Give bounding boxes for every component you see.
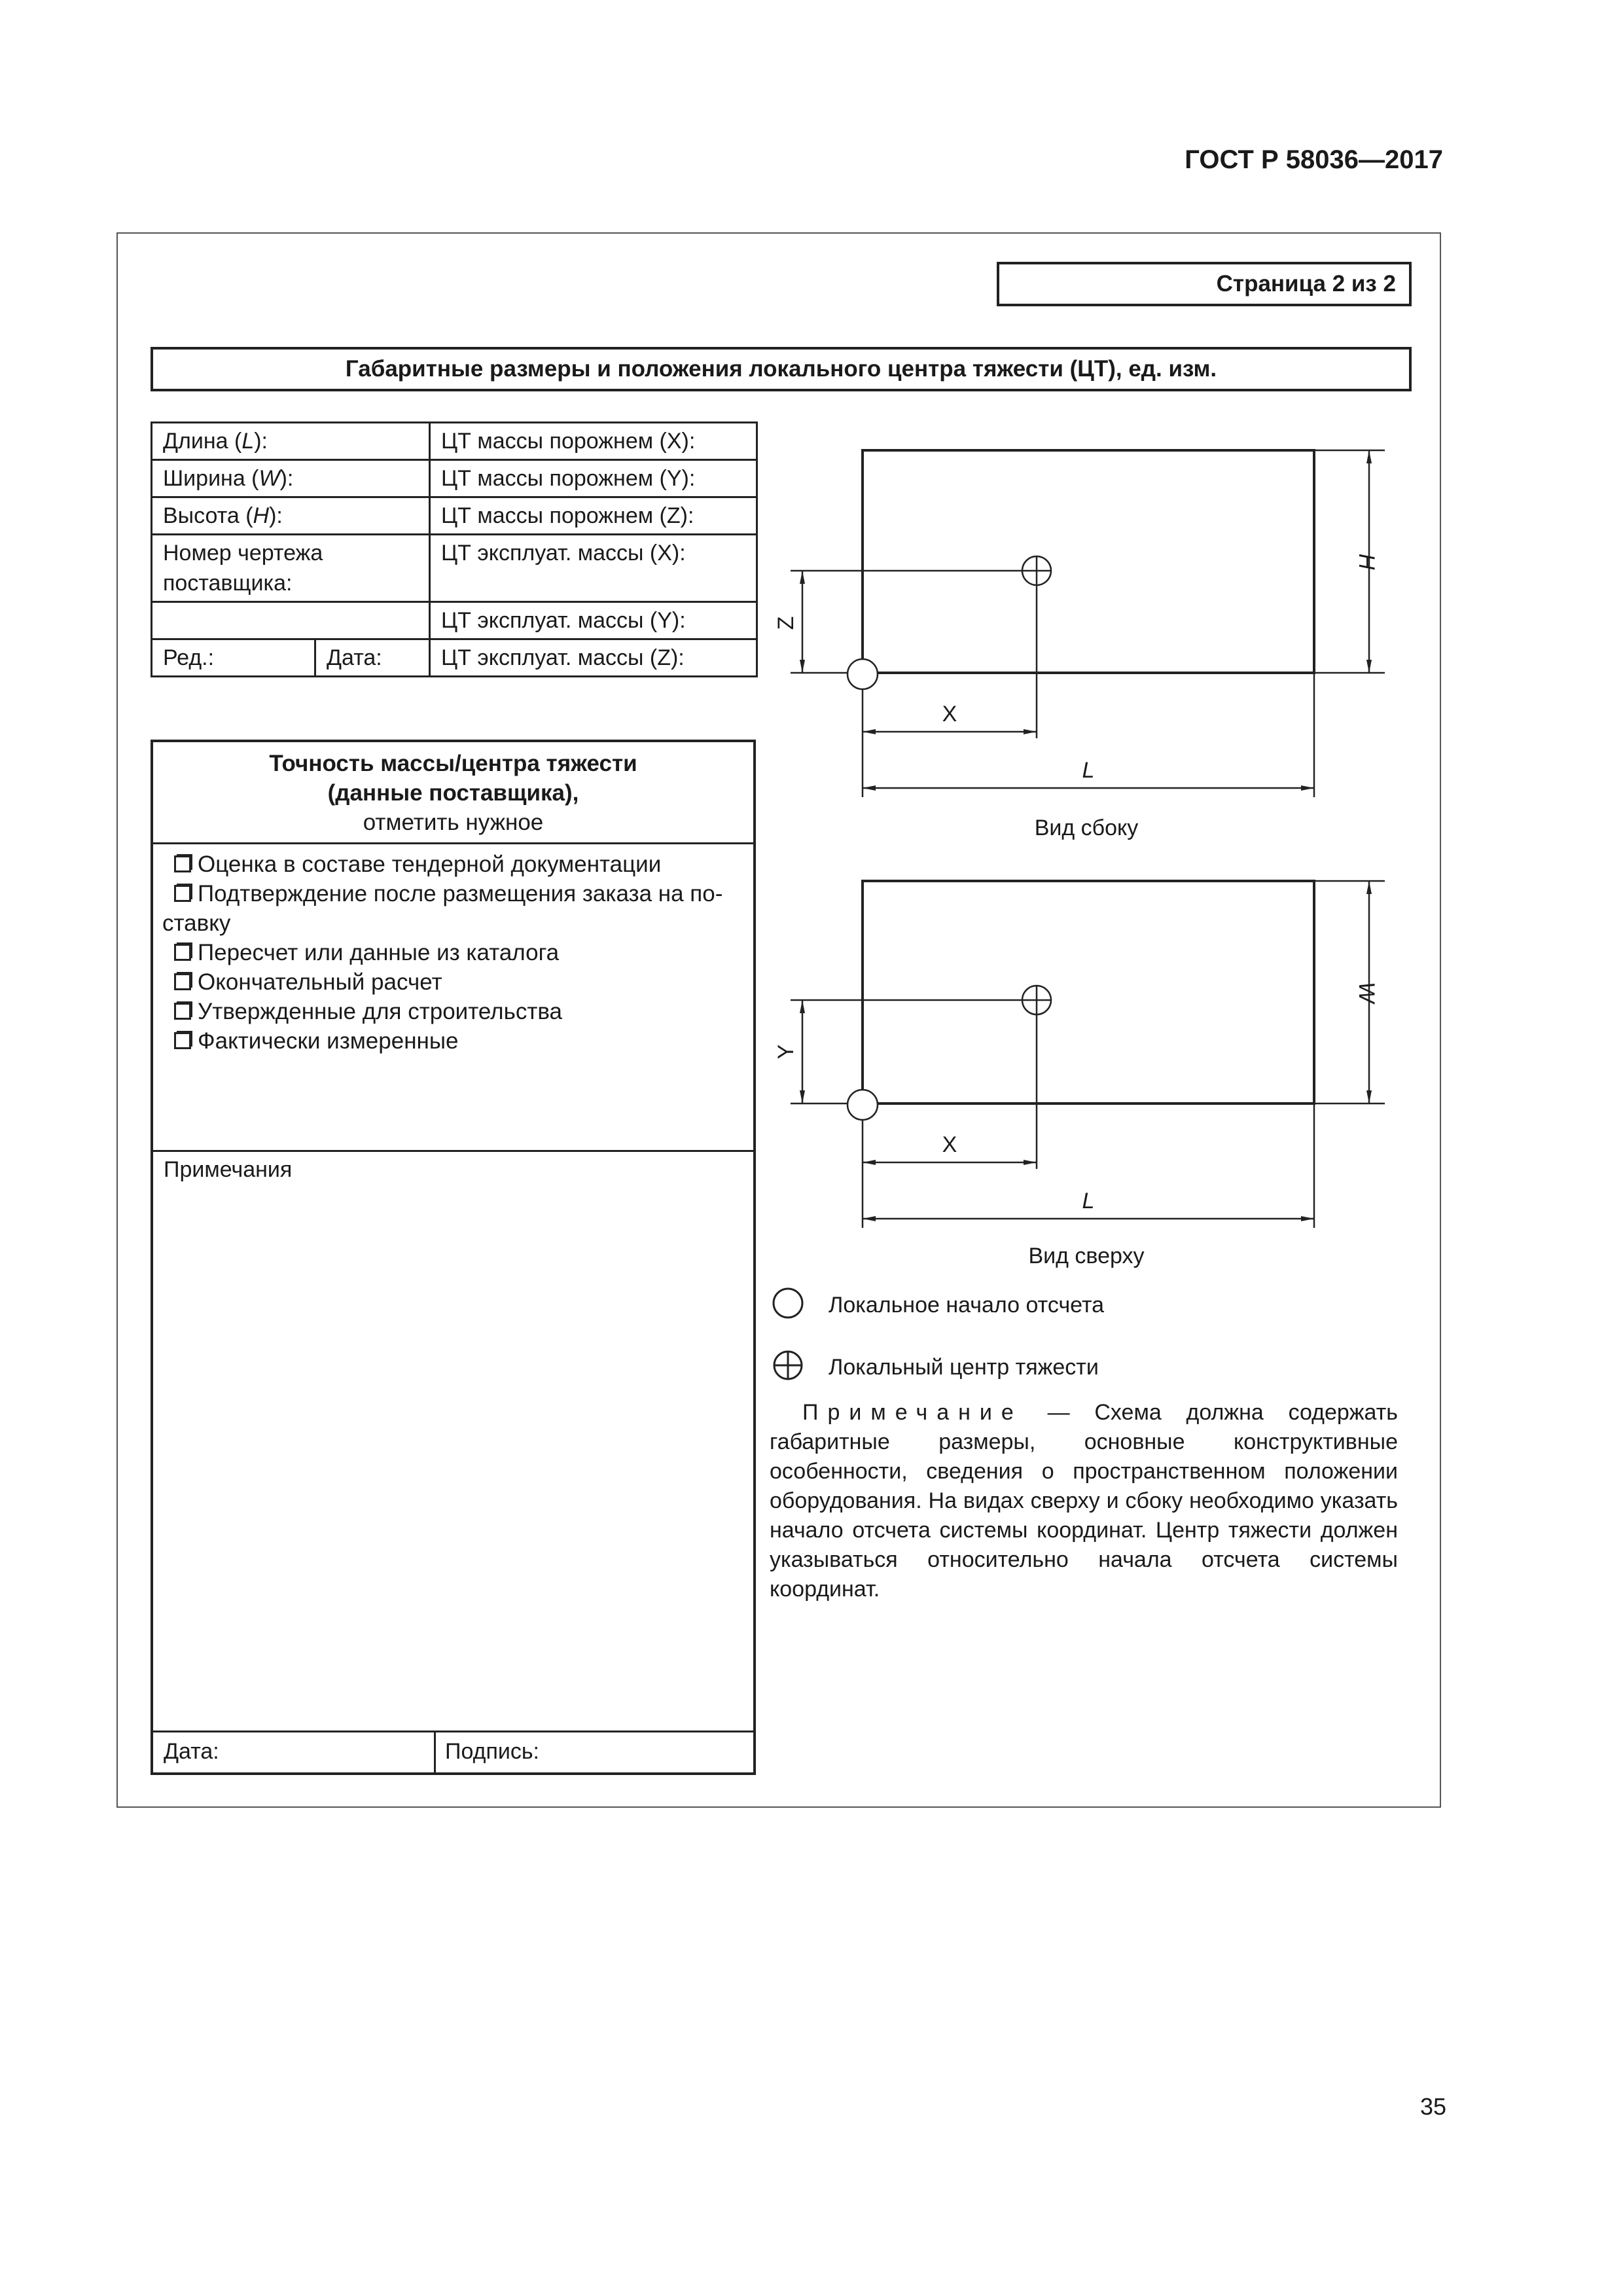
accuracy-subtitle: отметить нужное [363, 810, 544, 835]
side-label-l: L [1082, 758, 1095, 783]
top-label-y: Y [774, 1044, 798, 1060]
table-row [152, 602, 757, 639]
checkbox-icon[interactable] [174, 855, 191, 872]
table-row [152, 535, 757, 602]
cg-empty-z-field[interactable]: ЦТ массы порожнем (Z): [430, 497, 757, 535]
checkbox-icon[interactable] [174, 1003, 191, 1020]
signature-field[interactable]: Подпись: [445, 1739, 540, 1764]
length-field[interactable]: Длина (L): [152, 423, 430, 460]
width-field[interactable]: Ширина (W): [152, 460, 430, 497]
checkbox-icon[interactable] [174, 944, 191, 961]
revision-field[interactable]: Ред.: [152, 639, 315, 677]
cg-oper-x-field[interactable]: ЦТ эксплуат. массы (X): [430, 535, 757, 602]
option-approved-for-construction[interactable]: Утвержденные для строительства [162, 997, 743, 1026]
side-label-z: Z [774, 616, 798, 630]
side-label-h: H [1354, 553, 1379, 570]
top-label-w: W [1354, 981, 1379, 1003]
accuracy-title-2: (данные поставщика), [327, 780, 579, 806]
dimensions-table [151, 422, 758, 677]
table-row [152, 460, 757, 497]
table-row [152, 639, 757, 677]
legend-cg-label: Локальный центр тяжести [829, 1355, 1099, 1380]
side-label-x: X [942, 702, 957, 726]
top-view-caption: Вид сверху [1028, 1244, 1145, 1268]
option-tender-estimate[interactable]: Оценка в составе тендерной документации [162, 850, 743, 879]
origin-icon [772, 1287, 809, 1324]
checkbox-icon[interactable] [174, 1032, 191, 1049]
date-field[interactable]: Дата: [315, 639, 430, 677]
accuracy-header [153, 742, 753, 844]
page-number: 35 [1419, 2093, 1446, 2120]
checkbox-icon[interactable] [174, 973, 191, 990]
side-view-outline [863, 450, 1314, 673]
table-row [152, 497, 757, 535]
drawing-number-field[interactable]: Номер чертежа поставщика: [152, 535, 430, 602]
document-code: ГОСТ Р 58036—2017 [1185, 145, 1443, 174]
table-row [152, 423, 757, 460]
divider [434, 1732, 436, 1772]
page-counter: Страница 2 из 2 [997, 262, 1412, 306]
cg-empty-y-field[interactable]: ЦТ массы порожнем (Y): [430, 460, 757, 497]
top-origin-icon [847, 1090, 878, 1120]
center-of-gravity-icon [772, 1350, 809, 1386]
note-text: — Схема должна содержать габаритные размеры, основные конструктивные особенности, сведения о пространственном положении оборудования. На видах сверху и сбоку необходимо указать начало отсчета системы координат. Центр тяжести должен указываться относительно начала отсчета системы координат. [770, 1400, 1398, 1602]
side-view-caption: Вид сбоку [1034, 816, 1139, 840]
option-order-confirmation[interactable]: Подтверждение после размещения заказа на по- [162, 879, 743, 908]
accuracy-title-1: Точность массы/центра тяжести [269, 751, 637, 776]
drawing-number-value[interactable] [152, 602, 430, 639]
note-paragraph [770, 1398, 1398, 1604]
option-final-calculation[interactable]: Окончательный расчет [162, 967, 743, 997]
top-view-outline [863, 881, 1314, 1103]
cg-oper-y-field[interactable]: ЦТ эксплуат. массы (Y): [430, 602, 757, 639]
height-field[interactable]: Высота (H): [152, 497, 430, 535]
bottom-date-field[interactable]: Дата: [164, 1739, 219, 1764]
option-order-confirmation-cont: ставку [162, 910, 231, 936]
accuracy-box [151, 740, 756, 1775]
signature-row [153, 1731, 753, 1772]
top-label-l: L [1082, 1189, 1095, 1213]
side-origin-icon [847, 659, 878, 689]
cg-oper-z-field[interactable]: ЦТ эксплуат. массы (Z): [430, 639, 757, 677]
cg-empty-x-field[interactable]: ЦТ массы порожнем (X): [430, 423, 757, 460]
note-label: Примечание [802, 1400, 1023, 1425]
legend-origin-label: Локальное начало отсчета [829, 1293, 1105, 1318]
section-title: Габаритные размеры и положения локального центра тяжести (ЦТ), ед. изм. [151, 347, 1412, 391]
top-label-x: X [942, 1132, 957, 1157]
option-actually-measured[interactable]: Фактически измеренные [162, 1026, 743, 1056]
notes-label: Примечания [164, 1157, 293, 1182]
views-diagram [759, 419, 1420, 1289]
accuracy-options [153, 844, 753, 1152]
option-recalculation[interactable]: Пересчет или данные из каталога [162, 938, 743, 967]
checkbox-icon[interactable] [174, 885, 191, 902]
